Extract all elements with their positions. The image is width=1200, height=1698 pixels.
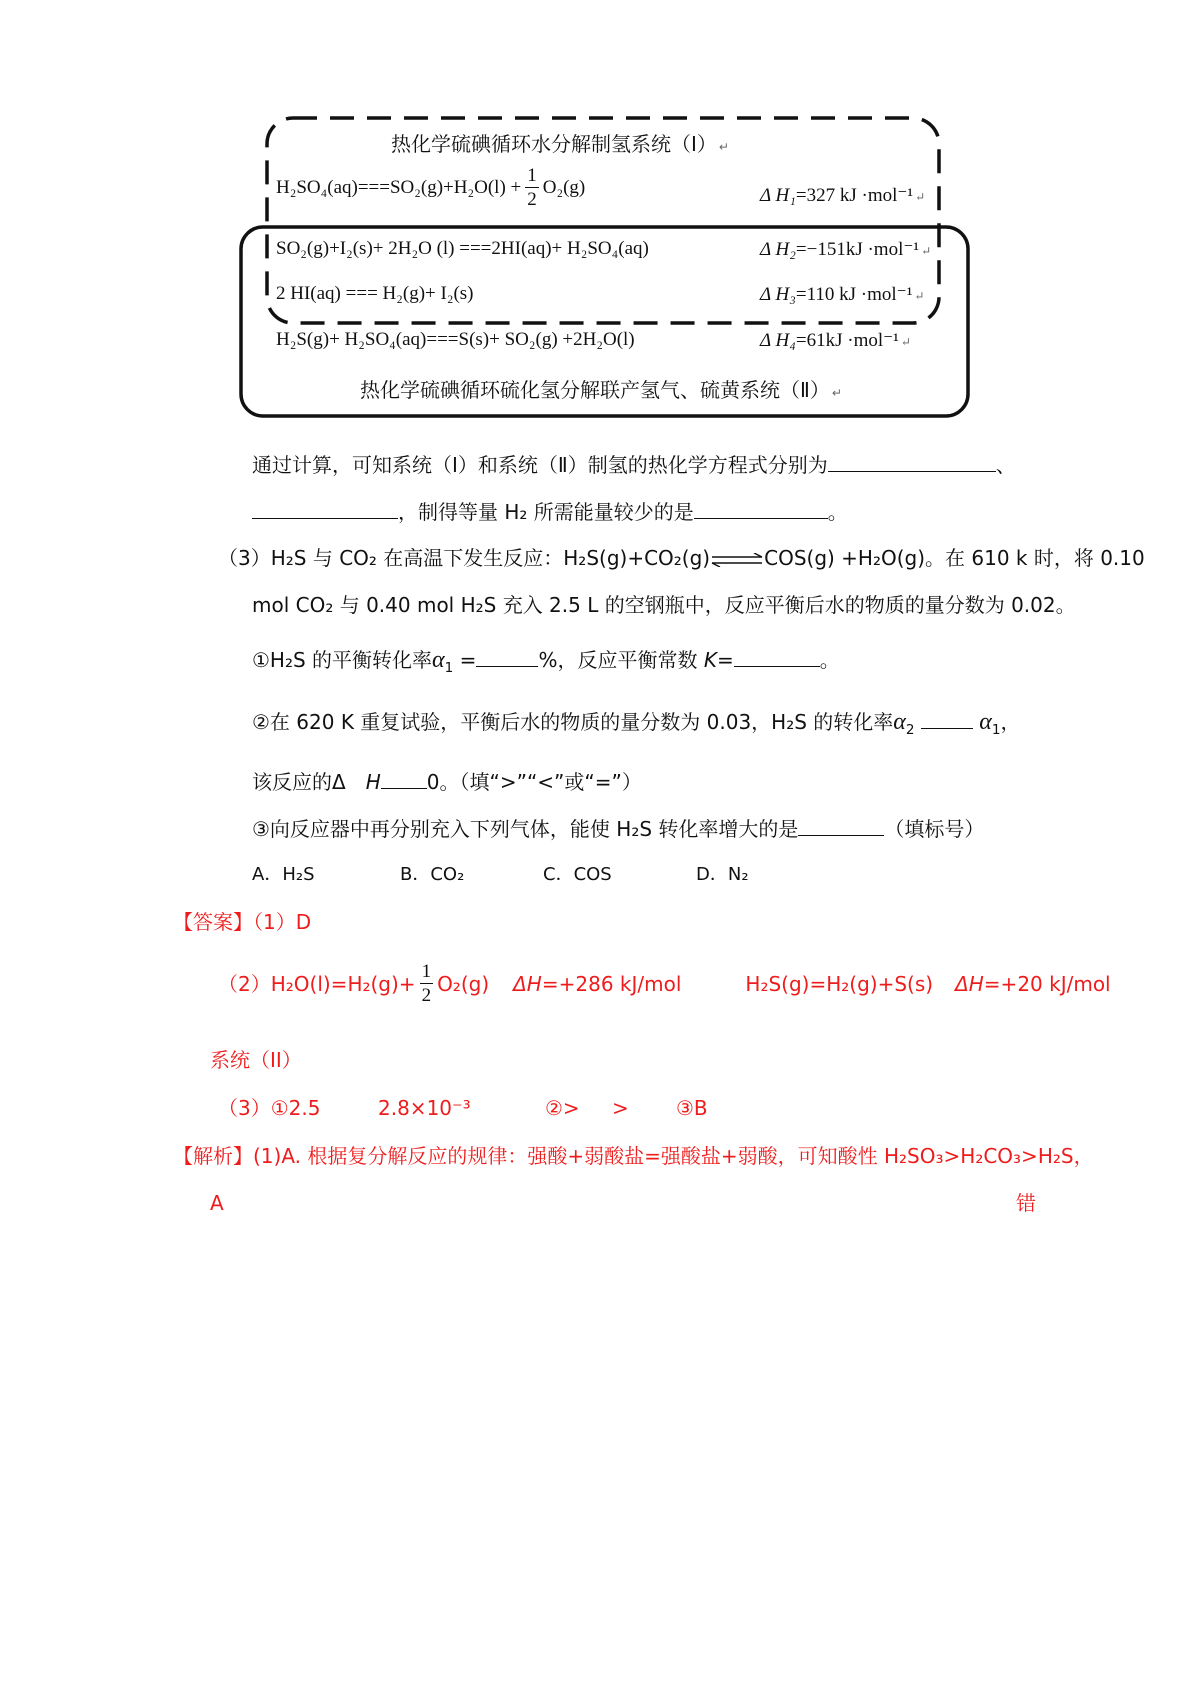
option-a: A．H₂S <box>252 864 315 885</box>
answer-part3-k: 2.8×10⁻³ <box>378 1096 471 1120</box>
system2-title: 热化学硫碘循环硫化氢分解联产氢气、硫黄系统（Ⅱ） ↵ <box>360 378 842 402</box>
equation-4: H₂S(g)+ H₂SO₄(aq)===S(s)+ SO₂(g) +2H₂O(l) <box>276 329 635 350</box>
answer-blank <box>381 770 427 789</box>
answer-part3-2b: > <box>612 1096 629 1120</box>
option-c: C．COS <box>543 864 612 885</box>
q3-sub3: ③向反应器中再分别充入下列气体，能使 H₂S 转化率增大的是 （填标号） <box>252 817 985 841</box>
option-d: D．N₂ <box>696 864 749 885</box>
analysis-line2-left: A <box>210 1191 224 1215</box>
q3-sub2-line2: 该反应的Δ H 0。（填“>”“<”或“=”） <box>252 770 642 794</box>
q3-sub1: ①H₂S 的平衡转化率$\alpha_1$ = %，反应平衡常数 K= 。 <box>252 647 840 676</box>
answer-blank <box>252 500 398 519</box>
answer-part3-1: （3）①2.5 <box>218 1096 321 1120</box>
q3-line2: mol CO₂ 与 0.40 mol H₂S 充入 2.5 L 的空钢瓶中，反应平衡后水的物质的量分数为 0.02。 <box>252 593 1076 617</box>
answer-part3-3: ③B <box>676 1096 708 1120</box>
equation-2: SO₂(g)+I₂(s)+ 2H₂O (l) ===2HI(aq)+ H₂SO₄(aq) <box>276 238 649 259</box>
answer-part2: （2）H₂O(l)=H₂(g)+ $\frac{1}{2}$ O₂(g) ΔH=+286 kJ/mol H₂S(g)=H₂(g)+S(s) ΔH=+20 kJ/mol <box>218 961 1111 1006</box>
analysis-line1: 【解析】(1)A. 根据复分解反应的规律：强酸+弱酸盐=强酸盐+弱酸，可知酸性 H₂SO₃>H₂CO₃>H₂S， <box>173 1144 1094 1168</box>
answer-part2-system: 系统（II） <box>210 1048 302 1072</box>
equation-3: 2 HI(aq) === H₂(g)+ I₂(s) <box>276 283 474 304</box>
equation-1: H₂SO₄(aq)===SO₂(g)+H₂O(l) + $\frac{1}{2}$ O₂(g) <box>276 165 586 210</box>
answer-blank <box>734 648 820 667</box>
answer-label-line: 【答案】（1）D <box>173 910 312 934</box>
delta-h2: Δ H₂=−151kJ ·mol⁻¹ ↵ <box>760 239 932 260</box>
q2-line1: 通过计算，可知系统（Ⅰ）和系统（Ⅱ）制氢的热化学方程式分别为 、 <box>252 453 1016 477</box>
q2-line2: ，制得等量 H₂ 所需能量较少的是 。 <box>252 500 848 522</box>
equilibrium-arrow-icon <box>710 553 764 567</box>
delta-h1: Δ H₁=327 kJ ·mol⁻¹ ↵ <box>760 185 926 206</box>
system1-title: 热化学硫碘循环水分解制氢系统（Ⅰ） ↵ <box>391 132 729 156</box>
answer-blank <box>921 710 973 729</box>
delta-h4: Δ H₄=61kJ ·mol⁻¹ ↵ <box>760 330 911 351</box>
half-fraction: $\frac{1}{2}$ <box>421 961 432 1006</box>
answer-blank <box>798 817 884 836</box>
answer-blank <box>476 648 538 667</box>
analysis-line2-right: 错 <box>1016 1191 1036 1215</box>
half-fraction: $\frac{1}{2}$ <box>527 165 537 210</box>
answer-blank <box>694 500 828 519</box>
q3-sub2: ②在 620 K 重复试验，平衡后水的物质的量分数为 0.03，H₂S 的转化率$\alpha_2$ $\alpha_1$， <box>252 709 1021 738</box>
option-b: B．CO₂ <box>400 864 465 885</box>
delta-h3: Δ H₃=110 kJ ·mol⁻¹ ↵ <box>760 284 925 305</box>
analysis-label: 【解析】 <box>173 1144 253 1168</box>
q3-intro: （3）H₂S 与 CO₂ 在高温下发生反应：H₂S(g)+CO₂(g) COS(g) +H₂O(g)。在 610 k 时，将 0.10 <box>218 546 1145 570</box>
answer-label: 【答案】 <box>173 910 253 934</box>
answer-part3-2: ②> <box>545 1096 580 1120</box>
answer-blank <box>828 453 996 472</box>
